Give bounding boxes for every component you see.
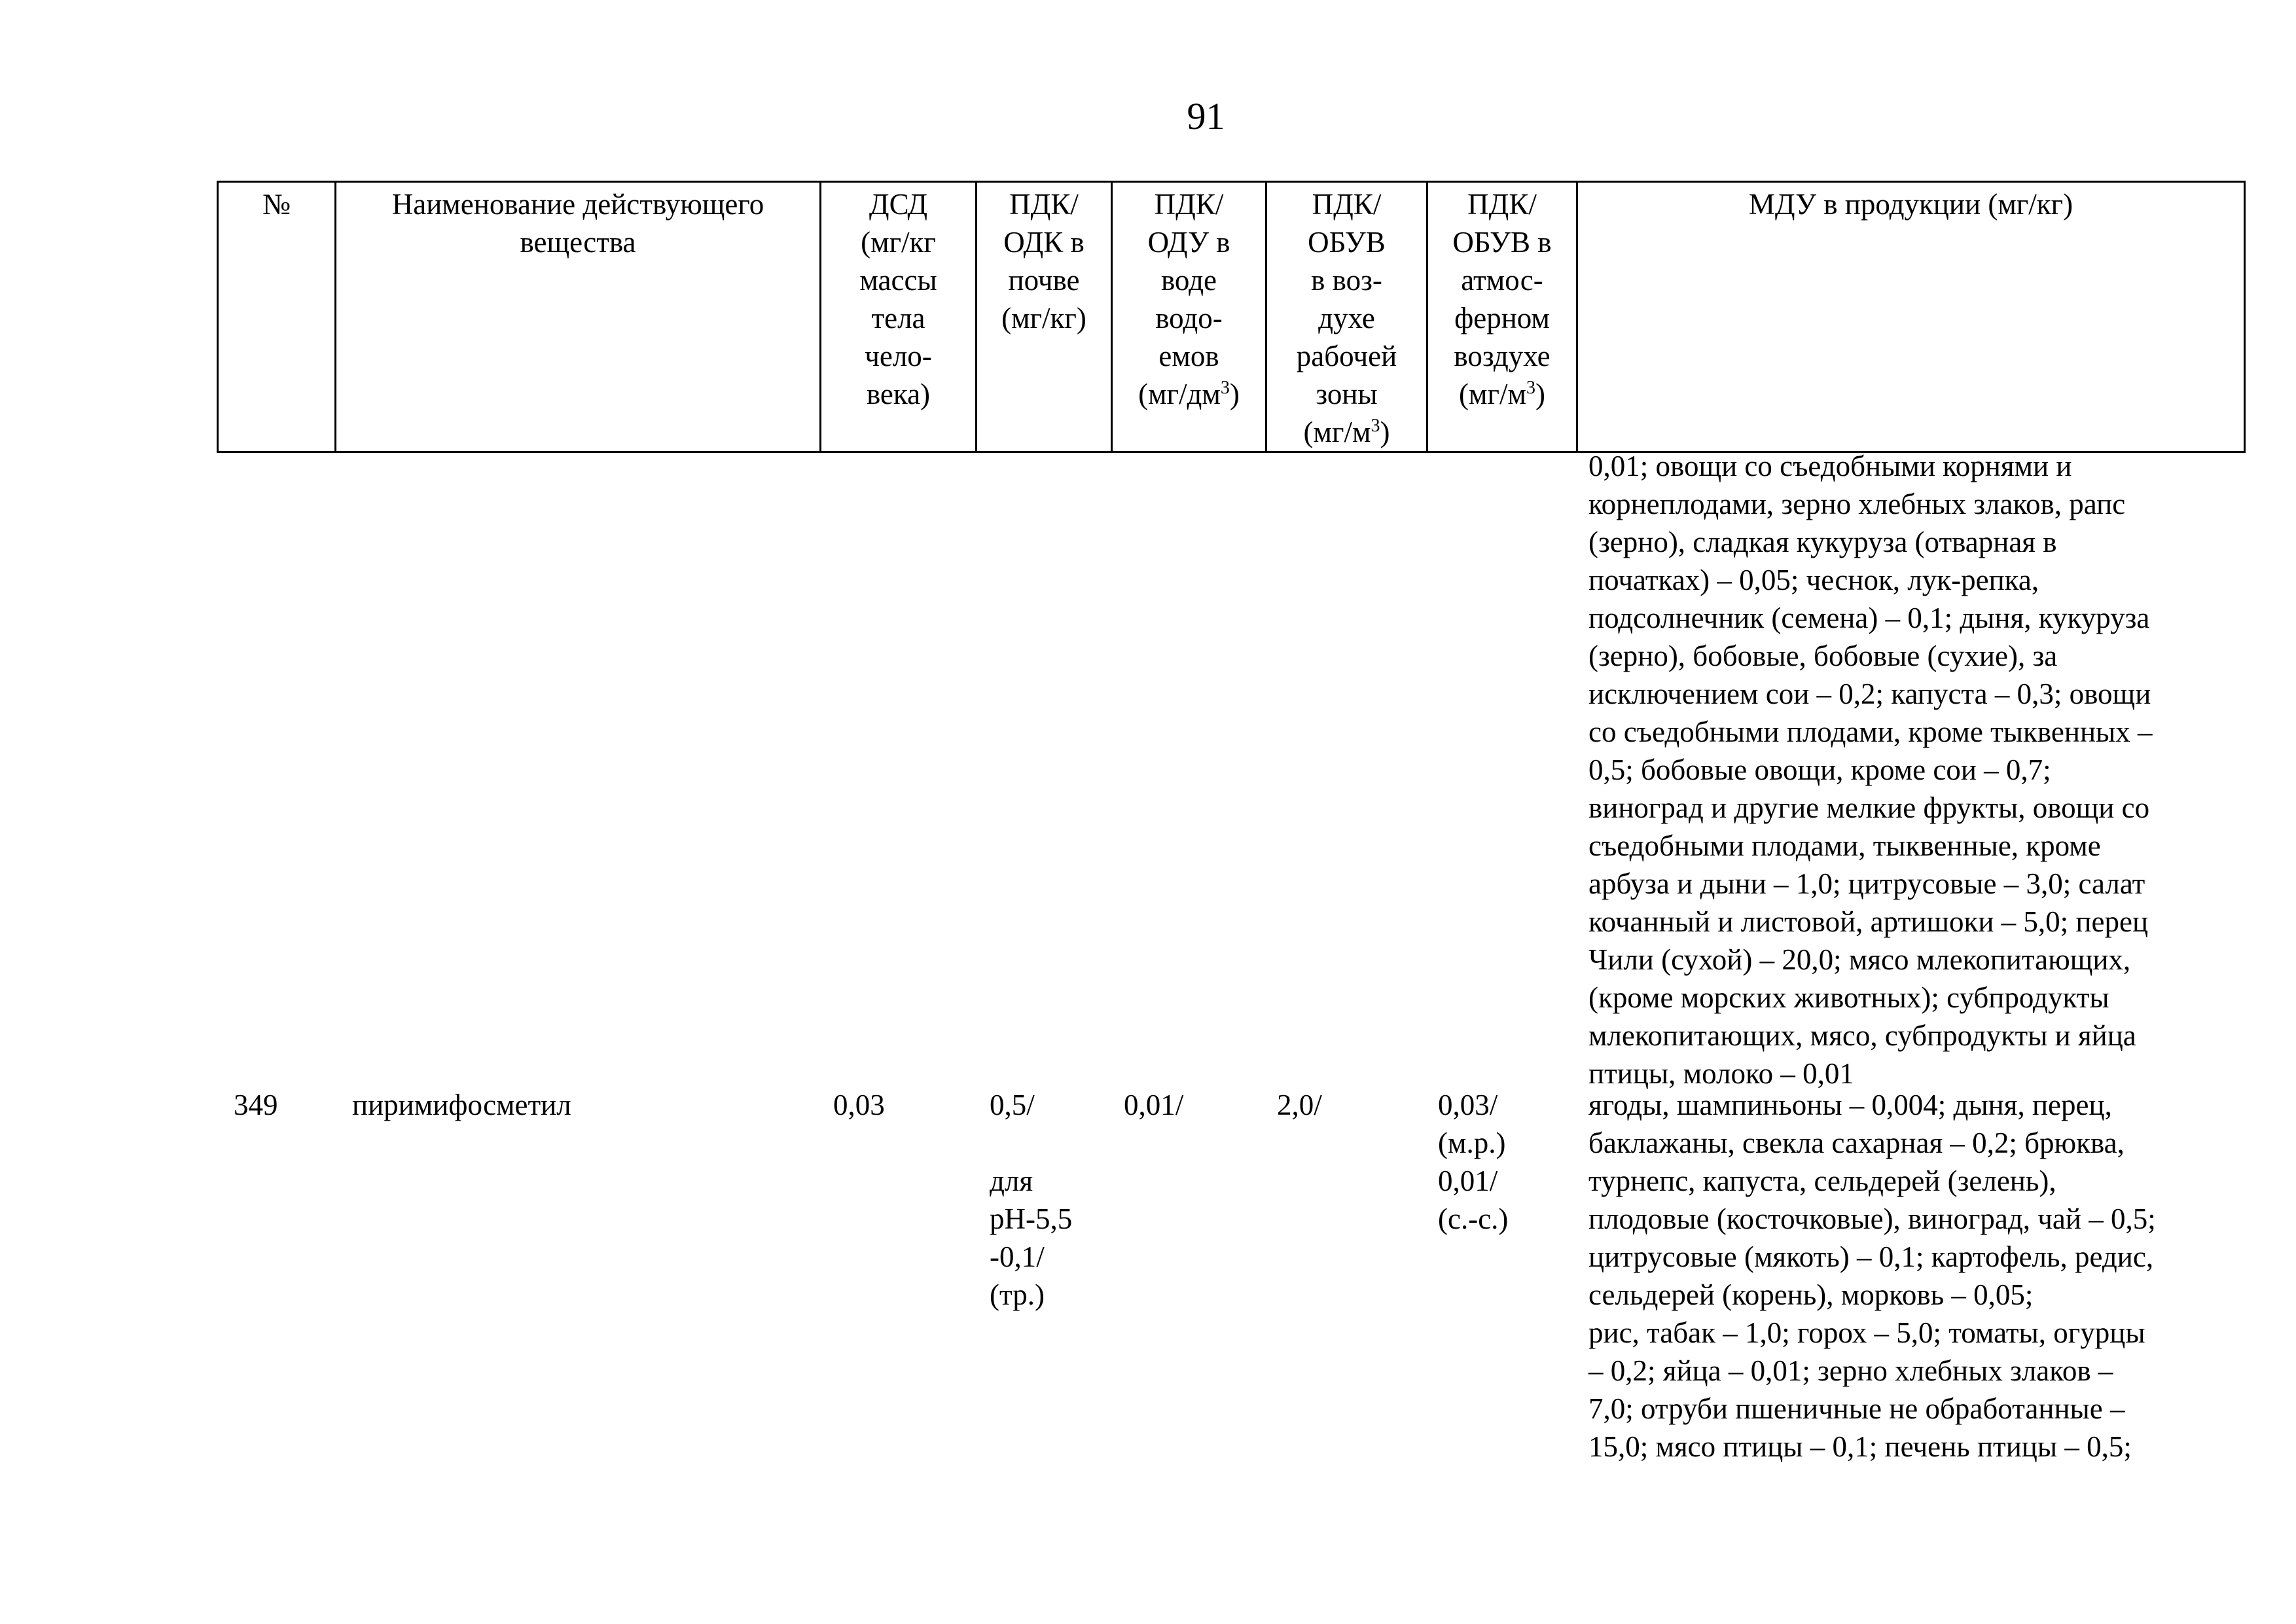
mdu-line: плодовые (косточковые), виноград, чай – 0,5; (1588, 1202, 2156, 1235)
header-atm-air (1427, 182, 1577, 452)
header-dsd-line: ДСД (869, 188, 928, 221)
header-atm-line: воздухе (1454, 340, 1551, 372)
header-dsd (821, 182, 977, 452)
header-dsd-line: (мг/кг (861, 226, 936, 259)
header-work-unit-exp: 3 (1371, 416, 1380, 436)
mdu-line: початках) – 0,05; чеснок, лук-репка, (1588, 564, 2039, 596)
header-water-line: ОДУ в (1147, 226, 1230, 259)
header-number-label: № (262, 188, 291, 221)
mdu-line: (зерно), бобовые, бобовые (сухие), за (1588, 640, 2058, 672)
header-work-line: в воз- (1311, 264, 1382, 297)
mdu-line: турнепс, капуста, сельдерей (зелень), (1588, 1164, 2056, 1197)
continued-mdu-text (1588, 447, 2296, 1092)
header-mdu-label: МДУ в продукции (мг/кг) (1748, 188, 2073, 221)
mdu-line: арбуза и дыни – 1,0; цитрусовые – 3,0; салат (1588, 867, 2145, 900)
mdu-line: цитрусовые (мякоть) – 0,1; картофель, редис, (1588, 1240, 2154, 1273)
row-water: 0,01/ (1124, 1089, 1184, 1121)
header-atm-line: ПДК/ (1467, 188, 1537, 221)
header-water (1112, 182, 1266, 452)
atm-line: (с.-с.) (1438, 1202, 1509, 1235)
header-dsd-line: тела (871, 302, 925, 334)
atm-line: 0,03/ (1438, 1089, 1498, 1121)
mdu-line: 0,5; бобовые овощи, кроме сои – 0,7; (1588, 753, 2051, 786)
row-soil (990, 1086, 1072, 1314)
page-number: 91 (1187, 95, 1225, 137)
row-substance-name: пиримифосметил (352, 1089, 571, 1121)
mdu-line: 15,0; мясо птицы – 0,1; печень птицы – 0,5; (1588, 1430, 2132, 1463)
header-water-unit (1114, 375, 1264, 413)
header-atm-unit-exp: 3 (1526, 378, 1535, 398)
row-mdu (1588, 1086, 2156, 1466)
header-water-unit-base: (мг/дм (1138, 378, 1221, 410)
mdu-line: 7,0; отруби пшеничные не обработанные – (1588, 1392, 2125, 1425)
header-work-unit-base: (мг/м (1303, 416, 1371, 448)
row-work-air: 2,0/ (1277, 1089, 1322, 1121)
header-work-unit (1268, 413, 1425, 451)
header-water-unit-exp: 3 (1220, 378, 1230, 398)
soil-line: для (990, 1164, 1033, 1197)
mdu-line: сельдерей (корень), морковь – 0,05; (1588, 1278, 2034, 1311)
soil-line: (тр.) (990, 1278, 1045, 1311)
header-work-air (1266, 182, 1427, 452)
header-soil (977, 182, 1112, 452)
mdu-line: кочанный и листовой, артишоки – 5,0; перец (1588, 905, 2149, 938)
header-soil-line: ОДК в (1003, 226, 1085, 259)
atm-line: (м.р.) (1438, 1127, 1506, 1159)
soil-line-blank (990, 1124, 1072, 1162)
header-atm-unit-close: ) (1535, 378, 1545, 410)
header-dsd-line: массы (859, 264, 937, 297)
header-mdu (1577, 182, 2245, 452)
header-work-line: ОБУВ (1308, 226, 1386, 259)
header-work-line: рабочей (1296, 340, 1397, 372)
header-soil-line: (мг/кг) (1001, 302, 1086, 334)
header-soil-line: почве (1008, 264, 1080, 297)
mdu-line: корнеплодами, зерно хлебных злаков, рапс (1588, 488, 2126, 520)
soil-line: -0,1/ (990, 1240, 1045, 1273)
header-water-line: водо- (1155, 302, 1223, 334)
mdu-line: – 0,2; яйца – 0,01; зерно хлебных злаков – (1588, 1354, 2113, 1387)
mdu-line: исключением сои – 0,2; капуста – 0,3; овощи (1588, 677, 2151, 710)
header-name-line: Наименование действующего (391, 188, 764, 221)
mdu-line: ягоды, шампиньоны – 0,004; дыня, перец, (1588, 1089, 2112, 1121)
header-number (218, 182, 336, 452)
mdu-line: подсолнечник (семена) – 0,1; дыня, кукуруза (1588, 602, 2150, 634)
atm-line: 0,01/ (1438, 1164, 1498, 1197)
mdu-line: виноград и другие мелкие фрукты, овощи со (1588, 791, 2150, 824)
header-work-unit-close: ) (1380, 416, 1390, 448)
soil-line: 0,5/ (990, 1089, 1035, 1121)
row-number: 349 (234, 1089, 278, 1121)
mdu-line: (зерно), сладкая кукуруза (отварная в (1588, 526, 2057, 558)
row-atm-air (1438, 1086, 1508, 1238)
table-header (217, 181, 2246, 453)
header-water-line: воде (1160, 264, 1217, 297)
header-atm-unit (1429, 375, 1575, 413)
mdu-line: со съедобными плодами, кроме тыквенных – (1588, 715, 2153, 748)
header-water-line: ПДК/ (1154, 188, 1224, 221)
header-soil-line: ПДК/ (1009, 188, 1079, 221)
header-substance-name (336, 182, 821, 452)
header-atm-unit-base: (мг/м (1459, 378, 1526, 410)
mdu-line: (кроме морских животных); субпродукты (1588, 981, 2109, 1014)
header-work-line: духе (1318, 302, 1375, 334)
mdu-line: птицы, молоко – 0,01 (1588, 1057, 1854, 1090)
header-name-line: вещества (520, 226, 636, 259)
mdu-line: рис, табак – 1,0; горох – 5,0; томаты, огурцы (1588, 1316, 2145, 1349)
mdu-line: Чили (сухой) – 20,0; мясо млекопитающих, (1588, 943, 2131, 976)
mdu-line: баклажаны, свекла сахарная – 0,2; брюква, (1588, 1127, 2125, 1159)
header-atm-line: ОБУВ в (1452, 226, 1552, 259)
mdu-line: млекопитающих, мясо, субпродукты и яйца (1588, 1019, 2136, 1052)
header-dsd-line: века) (866, 378, 931, 410)
mdu-line: 0,01; овощи со съедобными корнями и (1588, 450, 2072, 482)
header-atm-line: атмос- (1461, 264, 1543, 297)
header-work-line: зоны (1316, 378, 1378, 410)
header-work-line: ПДК/ (1312, 188, 1382, 221)
row-dsd: 0,03 (833, 1089, 885, 1121)
header-water-line: емов (1158, 340, 1219, 372)
soil-line: рН-5,5 (990, 1202, 1073, 1235)
header-atm-line: ферном (1454, 302, 1550, 334)
header-dsd-line: чело- (865, 340, 932, 372)
mdu-line: съедобными плодами, тыквенные, кроме (1588, 829, 2101, 862)
header-water-unit-close: ) (1229, 378, 1240, 410)
